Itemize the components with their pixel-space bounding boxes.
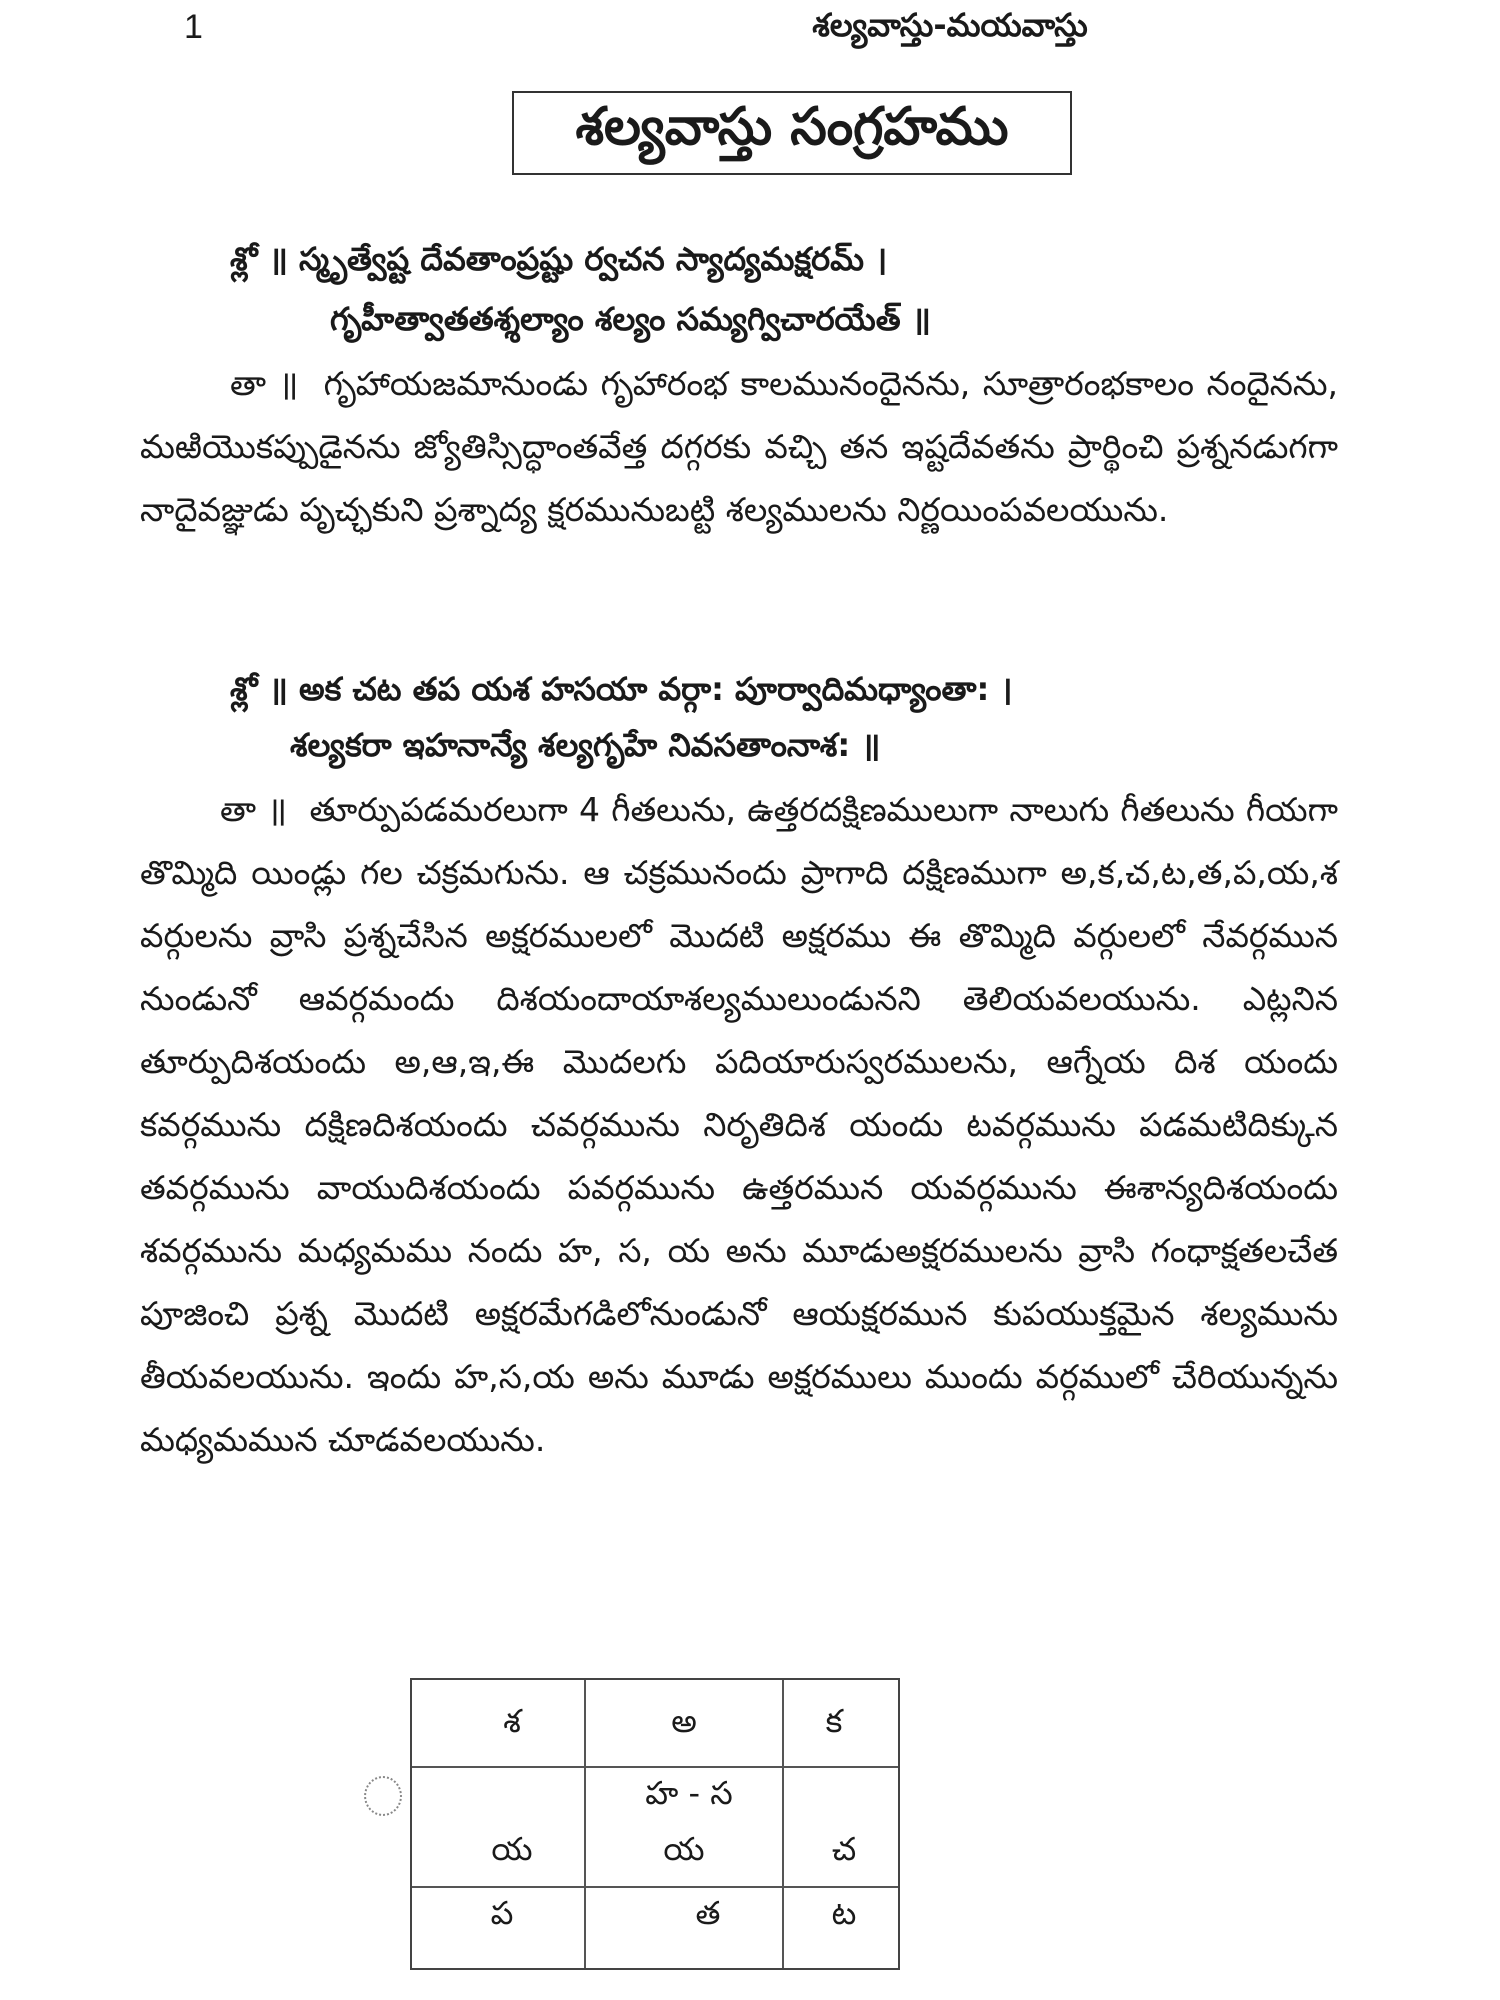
grid-cell-middle-top: హ - స	[645, 1774, 733, 1812]
meaning-2	[140, 778, 1338, 1471]
grid-cell-top-right: క	[825, 1702, 843, 1740]
shloka-1-line-2: గృహీత్వాతతశ్శల్యాం శల్యం సమ్యగ్విచారయేత్ ॥	[330, 300, 931, 338]
meaning-2-text: తూర్పుపడమరలుగా 4 గీతలును, ఉత్తరదక్షిణములుగా నాలుగు గీతలును గీయగా తొమ్మిది యిండ్లు గల చక్రమగును. ఆ చక్రమునందు ప్రాగాది దక్షిణముగా అ,క,చ,ట,త,ప,య,శ వర్గులను వ్రాసి ప్రశ్నచేసిన అక్షరములలో మొదటి అక్షరము ఈ తొమ్మిది వర్గులలో నేవర్గమున నుండునో ఆవర్గమందు దిశయందాయాశల్యములుండునని తెలియవలయును. ఎట్లనిన తూర్పుదిశయందు అ,ఆ,ఇ,ఈ మొదలగు పదియారుస్వరములను, ఆగ్నేయ దిశ యందు కవర్గమును దక్షిణదిశయందు చవర్గమును నిరృతిదిశ యందు టవర్గమును పడమటిదిక్కున తవర్గమును వాయుదిశయందు పవర్గమును ఉత్తరమున యవర్గమును ఈశాన్యదిశయందు శవర్గమును మధ్యమము నందు హ, స, య అను మూడుఅక్షరములను వ్రాసి గంధాక్షతలచేత పూజించి ప్రశ్న మొదటి అక్షరమేగడిలోనుండునో ఆయక్షరమున కుపయుక్తమైన శల్యమును తీయవలయును. ఇందు హ,స,య అను మూడు అక్షరములు ముందు వర్గములో చేరియున్నను మధ్యమమున చూడవలయును.	[140, 790, 1338, 1459]
grid-cell-middle-left: య	[491, 1830, 533, 1868]
grid-cell-middle-right: చ	[831, 1830, 857, 1868]
shloka-2-line-1: శ్లో ॥ అక చట తప యశ హసయా వర్గా: పూర్వాదిమధ్యాంతా: ।	[230, 670, 1013, 708]
chakra-grid	[410, 1678, 900, 1970]
meaning-1	[140, 352, 1338, 541]
page-title: శల్యవాస్తు సంగ్రహము	[512, 91, 1072, 175]
grid-divider-horizontal-2	[412, 1886, 898, 1888]
shloka-2-line-2: శల్యకరా ఇహనాన్యే శల్యగృహే నివసతాంనాశ: ॥	[290, 726, 881, 764]
grid-divider-vertical-2	[782, 1680, 784, 1968]
grid-cell-top-middle: అ	[671, 1702, 697, 1740]
grid-cell-bottom-middle: త	[695, 1894, 721, 1932]
meaning-1-label: తా ॥	[230, 364, 299, 403]
grid-cell-top-left: శ	[503, 1702, 521, 1740]
running-header: శల్యవాస్తు-మయవాస్తు	[812, 6, 1088, 44]
meaning-1-text: గృహాయజమానుండు గృహారంభ కాలమునందైనను, సూత్రారంభకాలం నందైనను, మఱియొకప్పుడైనను జ్యోతిస్సిద్ధాంతవేత్త దగ్గరకు వచ్చి తన ఇష్టదేవతను ప్రార్థించి ప్రశ్ననడుగగా నాదైవజ్ఞుడు పృచ్ఛకుని ప్రశ్నాద్య క్షరమునుబట్టి శల్యములను నిర్ణయింపవలయును.	[140, 364, 1339, 529]
grid-divider-horizontal-1	[412, 1766, 898, 1768]
page-number: 1	[184, 8, 203, 46]
grid-cell-bottom-right: ట	[831, 1894, 857, 1932]
shloka-1-line-1: శ్లో ॥ స్మృత్వేష్ట దేవతాంప్రష్టు ర్వచన స్యాద్యమక్షరమ్ ।	[230, 240, 888, 278]
meaning-2-label: తా ॥	[220, 790, 288, 829]
grid-cell-middle-middle: య	[663, 1830, 705, 1868]
grid-cell-bottom-left: ప	[490, 1894, 514, 1932]
scan-smudge-mark	[364, 1776, 402, 1816]
grid-divider-vertical-1	[584, 1680, 586, 1968]
